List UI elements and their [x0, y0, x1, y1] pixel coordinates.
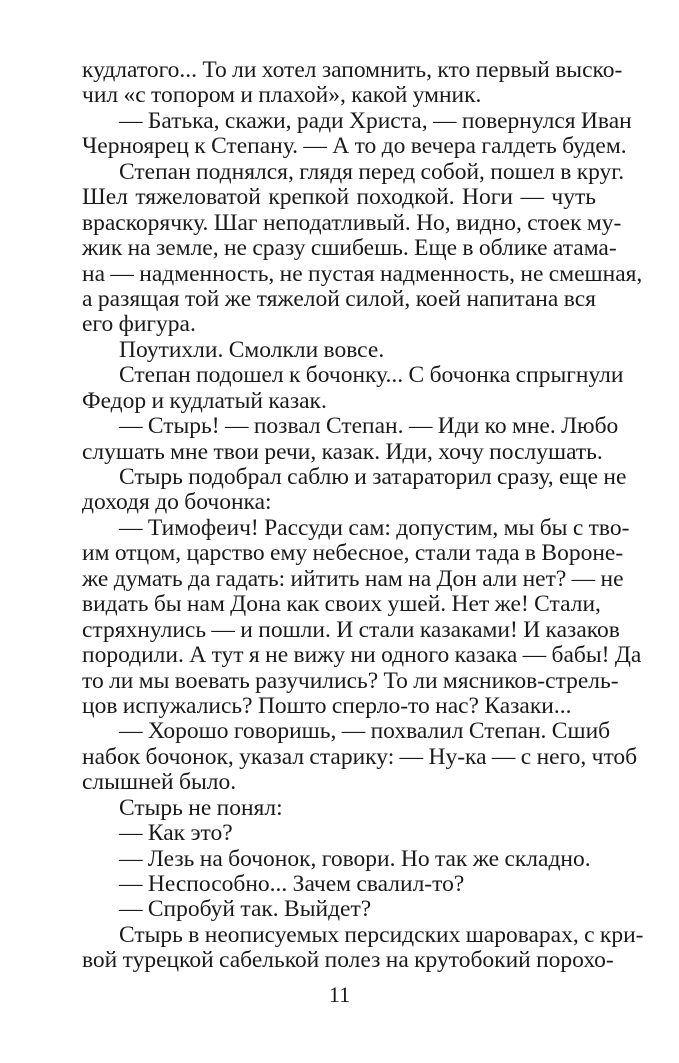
text-line: Шел тяжеловатой крепкой походкой. Ноги — чуть: [82, 184, 596, 211]
text-line: Черноярец к Степану. — А то до вечера галдеть будем.: [82, 133, 627, 160]
text-line: чил «с топором и плахой», какой умник.: [82, 82, 482, 109]
text-line: Стырь не понял:: [119, 794, 283, 821]
text-line: — Неспособно... Зачем свалил-то?: [119, 871, 465, 897]
text-line: Стырь в неописуемых персидских шароварах, с кри-: [119, 921, 644, 948]
text-line: кудлатого... То ли хотел запомнить, кто первый выско-: [82, 57, 623, 83]
text-line: — Лезь на бочонок, говори. Но так же складно.: [119, 845, 591, 872]
text-line: Степан поднялся, глядя перед собой, пошел в круг.: [119, 158, 625, 185]
text-line: — Хорошо говоришь, — похвалил Степан. Сшиб: [119, 718, 611, 745]
text-line: Степан подошел к бочонку... С бочонка спрыгнули: [119, 362, 624, 389]
text-line: цов испужались? Пошто сперло-то нас? Казаки...: [82, 692, 572, 719]
text-line: — Как это?: [119, 820, 233, 847]
text-line: жик на земле, не сразу сшибешь. Еще в облике атама-: [82, 235, 617, 262]
text-line: породили. А тут я не вижу ни одного казака — бабы! Да: [82, 642, 642, 669]
text-line: доходя до бочонка:: [82, 489, 272, 516]
page-number: 11: [328, 982, 351, 1007]
text-line: враскорячку. Шаг неподатливый. Но, видно, стоек му-: [82, 209, 622, 236]
text-page: [82, 57, 644, 974]
text-line: стряхнулись — и пошли. И стали казаками! И казаков: [82, 616, 620, 643]
text-line: же думать да гадать: ийтить нам на Дон али нет? — не: [82, 565, 624, 592]
text-line: им отцом, царство ему небесное, стали тада в Вороне-: [82, 540, 624, 567]
text-line: Стырь подобрал саблю и затараторил сразу, еще не: [119, 464, 627, 490]
text-line: на — надменность, не пустая надменность, не смешная,: [82, 260, 643, 287]
text-line: его фигура.: [82, 311, 196, 338]
text-line: слышней было.: [82, 769, 237, 796]
text-line: вой турецкой сабелькой полез на крутобокий порохо-: [82, 947, 614, 974]
text-line: Поутихли. Смолкли вовсе.: [119, 336, 385, 363]
text-line: — Батька, скажи, ради Христа, — повернулся Иван: [119, 107, 632, 134]
text-line: — Тимофеич! Рассуди сам: допустим, мы бы с тво-: [119, 514, 630, 541]
text-line: слушать мне твои речи, казак. Иди, хочу послушать.: [82, 438, 603, 465]
text-line: — Стырь! — позвал Степан. — Иди ко мне. Любо: [119, 413, 619, 440]
text-line: набок бочонок, указал старику: — Ну-ка — с него, чтоб: [82, 743, 638, 770]
text-line: Федор и кудлатый казак.: [82, 387, 327, 414]
text-line: видать бы нам Дона как своих ушей. Нет же! Стали,: [82, 591, 601, 618]
text-line: а разящая той же тяжелой силой, коей напитана вся: [82, 285, 596, 312]
text-line: — Спробуй так. Выйдет?: [119, 896, 372, 923]
text-line: то ли мы воевать разучились? То ли мясников-стрель-: [82, 667, 619, 694]
